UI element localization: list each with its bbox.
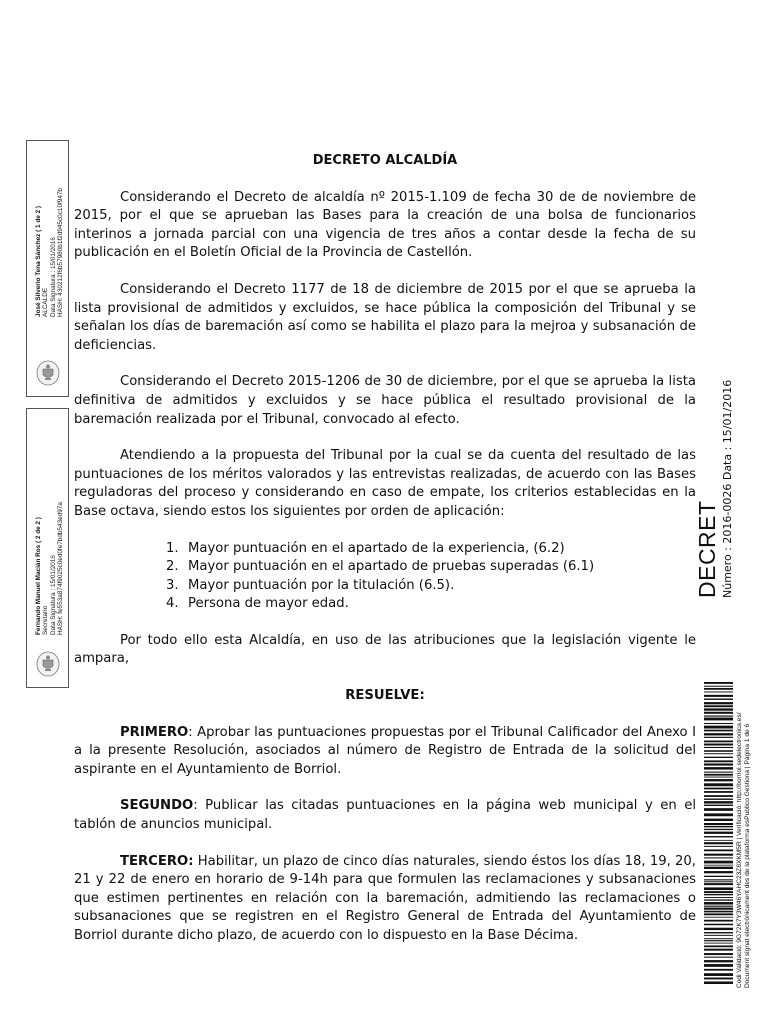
barcode-bar	[704, 969, 733, 971]
list-number: 2.	[166, 559, 179, 575]
barcode-bar	[704, 757, 733, 758]
resolution-lead: TERCERO:	[120, 853, 194, 869]
signer-name: José Silverio Tena Sánchez ( 1 de 2 )	[35, 205, 42, 317]
signature-date: Data Signatura : 15/01/2016	[49, 555, 57, 635]
barcode-bar	[704, 836, 733, 837]
decree-type-stamp: DECRET	[694, 500, 720, 598]
barcode-bar	[704, 920, 733, 922]
barcode-bar	[704, 772, 733, 773]
barcode-bar	[704, 774, 733, 776]
barcode-bar	[704, 695, 733, 697]
barcode-bar	[704, 808, 733, 811]
barcode-bar	[704, 891, 733, 893]
list-text: Mayor puntuación por la titulación (6.5).	[188, 577, 455, 593]
barcode-bar	[704, 876, 733, 877]
barcode-bar	[704, 708, 733, 710]
signature-hash: HASH: fe553a874f9025c0ed0fe7bdb543ed97a	[56, 502, 64, 635]
barcode-bar	[704, 935, 733, 936]
barcode-bar	[704, 795, 733, 797]
barcode-bar	[704, 945, 733, 947]
barcode-bar	[704, 861, 733, 864]
barcode-bar	[704, 747, 733, 748]
barcode-bar	[704, 871, 733, 873]
barcode-bar	[704, 698, 733, 699]
platform-note: Document signat electrònicament des de la plataforma esPublico Gestiona | Pàgina 1 de 6	[744, 723, 751, 988]
resolution-text: : Publicar las citadas puntuaciones en la página web municipal y en el tablón de anuncios municipal.	[74, 798, 696, 833]
barcode-bar	[704, 733, 733, 735]
validation-code: Codi Validació: 9G72K7Y3W46YAHC23Z8XKM5R | Verificació: http://borriol.sedelectronica.es/	[736, 712, 743, 988]
signature-box-2	[26, 408, 69, 688]
barcode-bar	[704, 960, 733, 962]
barcode-bar	[704, 805, 733, 806]
barcode-bar	[704, 883, 733, 885]
barcode-bar	[704, 928, 733, 930]
barcode-bar	[704, 688, 733, 690]
barcode-bar	[704, 715, 733, 716]
barcode-bar	[704, 887, 733, 890]
barcode-bar	[704, 865, 733, 866]
signature-date: Data Signatura : 15/01/2016	[49, 237, 57, 317]
signer-name: Fernando Manuel Macián Ros ( 2 de 2 )	[35, 517, 42, 635]
barcode-bar	[704, 763, 733, 765]
signer-role: ALCALDE	[42, 287, 50, 317]
barcode-bar	[704, 686, 733, 687]
barcode-bar	[704, 978, 733, 980]
barcode-bar	[704, 712, 733, 714]
criteria-list	[74, 540, 696, 614]
barcode-bar	[704, 702, 733, 704]
barcode-bar	[704, 750, 733, 752]
list-item	[166, 595, 696, 614]
barcode-bar	[704, 801, 733, 803]
barcode-bar	[704, 730, 733, 732]
closing-paragraph: Por todo ello esta Alcaldía, en uso de las atribuciones que la legislación vigente le ampara,	[74, 632, 696, 667]
barcode-bar	[704, 813, 733, 816]
paragraph: Considerando el Decreto de alcaldía nº 2015-1.109 de fecha 30 de de noviembre de 2015, por el que se aprueban las Bases para la creación de una bolsa de funcionarios interinos a jornada parcial con una vigencia de tres años a contar desde la fecha de su publicación en el Boletín Oficial de la Provincia de Castellón.	[74, 189, 696, 261]
paragraph: Considerando el Decreto 1177 de 18 de diciembre de 2015 por el que se aprueba la lista provisional de admitidos y excluidos, se hace pública la composición del Tribunal y se señalan los días de baremación así como se habilita el plazo para la mejroa y subsanación de deficiencias.	[74, 281, 696, 353]
barcode-bar	[704, 779, 733, 781]
barcode-bar	[704, 767, 733, 769]
barcode-bar	[704, 826, 733, 828]
barcode-bar	[704, 829, 733, 830]
resolution-second	[74, 797, 696, 834]
barcode-bar	[704, 911, 733, 913]
barcode-bar	[704, 846, 733, 847]
resolution-lead: PRIMERO	[120, 724, 189, 740]
decree-number-date: Número : 2016-0026 Data : 15/01/2016	[721, 379, 734, 598]
page-title: DECRETO ALCALDÍA	[312, 153, 458, 168]
barcode-bar	[704, 788, 733, 790]
list-text: Mayor puntuación en el apartado de pruebas superadas (6.1)	[188, 559, 595, 575]
barcode-bar	[704, 840, 733, 841]
barcode-bar	[704, 867, 733, 869]
barcode-bar	[704, 854, 733, 856]
barcode-bar	[704, 906, 733, 907]
barcode-bar	[704, 953, 733, 955]
signer-role: Secretario	[42, 605, 50, 635]
barcode-bar	[704, 823, 733, 825]
barcode-bar	[704, 964, 733, 967]
paragraph: Atendiendo a la propuesta del Tribunal por la cual se da cuenta del resultado de las puntuaciones de los méritos valorados y las entrevistas realizadas, de acuerdo con las Bases reguladoras del proceso y considerando en caso de empate, los criterios establecidas en la Base octava, siendo estos los siguientes por orden de aplicación:	[74, 448, 696, 519]
resolution-text: Habilitar, un plazo de cinco días naturales, siendo éstos los días 18, 19, 20, 21 y 22 de enero en horario de 9-14h para que formulen las reclamaciones y subsanaciones que estimen pertinentes en relación con la baremación, admitiendo las reclamaciones o subsanaciones que se registren en el Registro General de Entrada del Ayuntamiento de Borriol durante dicho plazo, de acuerdo con lo dispuesto en la Base Décima.	[74, 853, 696, 943]
barcode-bar	[704, 881, 733, 882]
resolution-text: : Aprobar las puntuaciones propuestas por el Tribunal Calificador del Anexo I a la presente Resolución, asociados al número de Registro de Entrada de la solicitud del aspirante en el Ayuntamiento de Borriol.	[74, 724, 696, 777]
signature-text-2	[35, 502, 64, 635]
barcode-bar	[704, 682, 733, 684]
barcode-bar	[704, 849, 733, 851]
list-number: 3.	[166, 577, 179, 593]
barcode-bar	[704, 949, 733, 951]
decree-body	[74, 152, 696, 964]
list-item	[166, 577, 696, 596]
barcode-bar	[704, 917, 733, 918]
signature-hash: HASH: 430212f6b57980b1f2d945c0c10f947b	[56, 188, 64, 317]
barcode-bar	[704, 894, 733, 895]
barcode-bar	[704, 783, 733, 786]
barcode-bar	[704, 943, 733, 944]
resolve-heading: RESUELVE:	[345, 688, 425, 704]
barcode-bar	[704, 741, 733, 743]
resolution-first	[74, 724, 696, 780]
barcode-bar	[704, 705, 733, 707]
paragraph: Considerando el Decreto 2015-1206 de 30 de diciembre, por el que se aprueba la lista definitiva de admitidos y excluidos y se hace pública el resultado provisional de la baremación realizada por el Tribunal, convocado al efecto.	[74, 374, 696, 427]
barcode-bar	[704, 981, 733, 984]
barcode-bar	[704, 908, 733, 910]
barcode-bar	[704, 957, 733, 958]
barcode-bar	[704, 777, 733, 778]
barcode-bar	[704, 718, 733, 721]
barcode-bar	[704, 913, 733, 915]
barcode-bar	[704, 897, 733, 898]
list-item	[166, 540, 696, 559]
barcode-bar	[704, 842, 733, 844]
list-item	[166, 558, 696, 577]
barcode-icon	[704, 682, 733, 986]
barcode-bar	[704, 938, 733, 939]
barcode-bar	[704, 753, 733, 754]
barcode-bar	[704, 940, 733, 941]
barcode-bar	[704, 924, 733, 926]
resolution-third	[74, 853, 696, 946]
seal-icon	[35, 360, 61, 386]
barcode-bar	[704, 737, 733, 738]
barcode-bar	[704, 791, 733, 793]
signature-text-1	[35, 188, 64, 317]
barcode-bar	[704, 819, 733, 821]
barcode-bar	[704, 726, 733, 729]
list-number: 1.	[166, 540, 179, 556]
barcode-bar	[704, 744, 733, 746]
barcode-bar	[704, 832, 733, 834]
barcode-bar	[704, 902, 733, 905]
barcode-bar	[704, 857, 733, 858]
signature-box-1	[26, 140, 69, 397]
barcode-bar	[704, 760, 733, 762]
list-number: 4.	[166, 596, 179, 612]
barcode-bar	[704, 899, 733, 900]
list-text: Mayor puntuación en el apartado de la experiencia, (6.2)	[188, 540, 565, 556]
barcode-bar	[704, 799, 733, 800]
barcode-bar	[704, 879, 733, 880]
barcode-bar	[704, 932, 733, 933]
list-text: Persona de mayor edad.	[188, 596, 349, 612]
barcode-bar	[704, 691, 733, 692]
barcode-bar	[704, 723, 733, 724]
seal-icon	[35, 651, 61, 677]
resolution-lead: SEGUNDO	[120, 798, 194, 814]
barcode-bar	[704, 973, 733, 976]
